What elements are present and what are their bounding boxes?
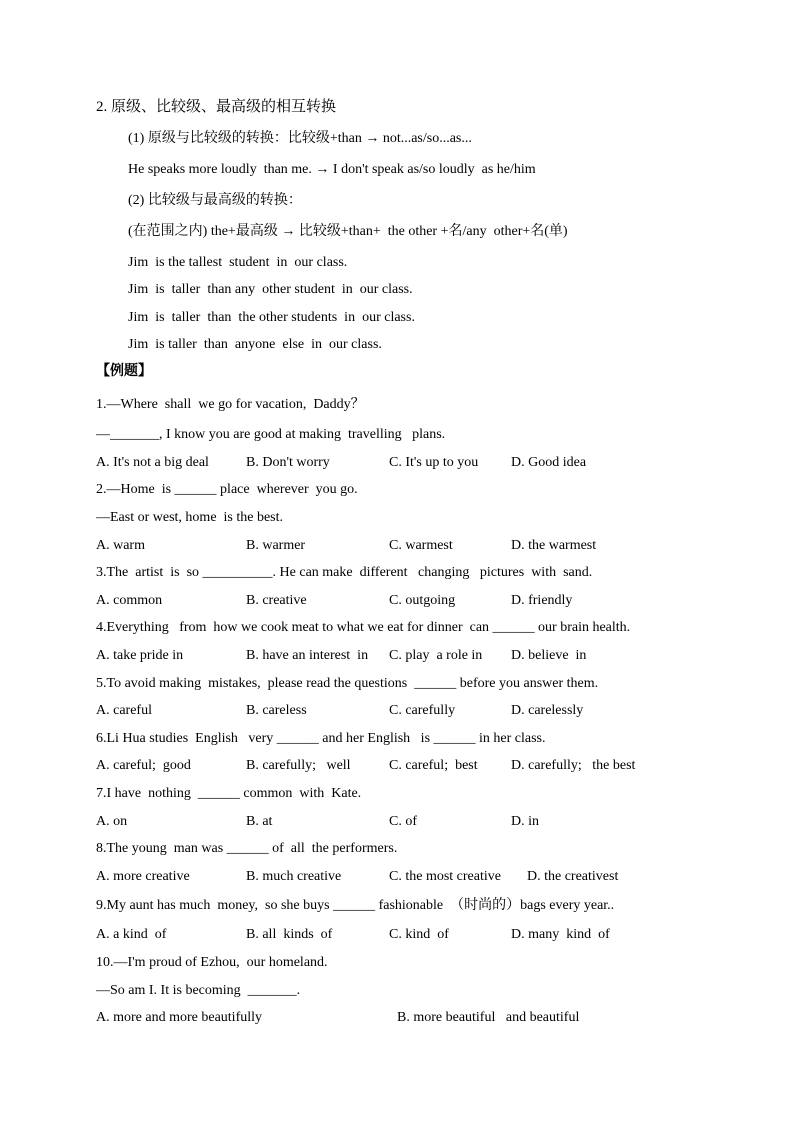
question-2-option-a: A. warm — [96, 538, 145, 553]
question-9-option-b: B. all kinds of — [246, 927, 333, 942]
question-7-option-c: C. of — [389, 814, 417, 829]
question-3-stem: 3.The artist is so __________. He can make different changing pictures with sand. — [96, 565, 593, 580]
question-3-option-b: B. creative — [246, 593, 307, 608]
question-4-stem: 4.Everything from how we cook meat to what we eat for dinner can ______ our brain health. — [96, 620, 631, 635]
question-10-option-a: A. more and more beautifully — [96, 1010, 263, 1025]
question-1-stem: —_______, I know you are good at making travelling plans. — [96, 427, 446, 442]
question-5-option-b: B. careless — [246, 703, 307, 718]
question-5-option-c: C. carefully — [389, 703, 456, 718]
rules-heading: 2. 原级、比较级、最高级的相互转换 — [96, 99, 337, 115]
question-2-stem: 2.—Home is ______ place wherever you go. — [96, 482, 358, 497]
question-8-option-c: C. the most creative — [389, 869, 501, 884]
question-4-option-b: B. have an interest in — [246, 648, 369, 663]
rule-example: Jim is taller than any other student in our class. — [128, 282, 413, 297]
question-2-option-c: C. warmest — [389, 538, 453, 553]
question-7-option-b: B. at — [246, 814, 273, 829]
rule-1: (1) 原级与比较级的转换：比较级+than → not...as/so...as... — [128, 131, 472, 146]
question-1-option-b: B. Don't worry — [246, 455, 330, 470]
question-8-stem: 8.The young man was ______ of all the performers. — [96, 841, 398, 856]
question-4-option-c: C. play a role in — [389, 648, 483, 663]
question-1-option-c: C. It's up to you — [389, 455, 479, 470]
question-6-option-c: C. careful; best — [389, 758, 478, 773]
rule-example: Jim is taller than anyone else in our class. — [128, 337, 382, 352]
section-title: 【例题】 — [96, 364, 152, 379]
question-7-option-d: D. in — [511, 814, 539, 829]
rule-2-pattern: (在范围之内) the+最高级 → 比较级+than+ the other +名/any other+名(单) — [128, 224, 568, 239]
rule-1-example: He speaks more loudly than me. → I don't speak as/so loudly as he/him — [128, 162, 536, 177]
question-2-option-b: B. warmer — [246, 538, 306, 553]
question-1-option-d: D. Good idea — [511, 455, 587, 470]
question-3-option-d: D. friendly — [511, 593, 573, 608]
question-6-stem: 6.Li Hua studies English very ______ and her English is ______ in her class. — [96, 731, 546, 746]
rule-example: Jim is the tallest student in our class. — [128, 255, 348, 270]
question-10-option-b: B. more beautiful and beautiful — [397, 1010, 580, 1025]
question-2-stem: —East or west, home is the best. — [96, 510, 284, 525]
question-8-option-a: A. more creative — [96, 869, 190, 884]
question-6-option-d: D. carefully; the best — [511, 758, 636, 773]
question-4-option-a: A. take pride in — [96, 648, 184, 663]
question-9-stem: 9.My aunt has much money, so she buys ______ fashionable （时尚的）bags every year.. — [96, 898, 615, 913]
question-10-stem: 10.—I'm proud of Ezhou, our homeland. — [96, 955, 328, 970]
question-10-stem: —So am I. It is becoming _______. — [96, 983, 301, 998]
question-3-option-a: A. common — [96, 593, 163, 608]
question-5-option-d: D. carelessly — [511, 703, 584, 718]
question-4-option-d: D. believe in — [511, 648, 587, 663]
question-8-option-b: B. much creative — [246, 869, 342, 884]
question-1-option-a: A. It's not a big deal — [96, 455, 209, 470]
question-6-option-b: B. carefully; well — [246, 758, 351, 773]
question-9-option-d: D. many kind of — [511, 927, 610, 942]
question-9-option-a: A. a kind of — [96, 927, 167, 942]
question-9-option-c: C. kind of — [389, 927, 449, 942]
question-5-stem: 5.To avoid making mistakes, please read the questions ______ before you answer them. — [96, 676, 599, 691]
question-3-option-c: C. outgoing — [389, 593, 456, 608]
question-2-option-d: D. the warmest — [511, 538, 597, 553]
question-7-option-a: A. on — [96, 814, 128, 829]
question-8-option-d: D. the creativest — [527, 869, 619, 884]
question-1-stem: 1.—Where shall we go for vacation, Daddy？ — [96, 397, 365, 412]
question-5-option-a: A. careful — [96, 703, 152, 718]
rule-example: Jim is taller than the other students in our class. — [128, 310, 415, 325]
rule-2: (2) 比较级与最高级的转换： — [128, 193, 302, 208]
question-7-stem: 7.I have nothing ______ common with Kate. — [96, 786, 362, 801]
question-6-option-a: A. careful; good — [96, 758, 191, 773]
